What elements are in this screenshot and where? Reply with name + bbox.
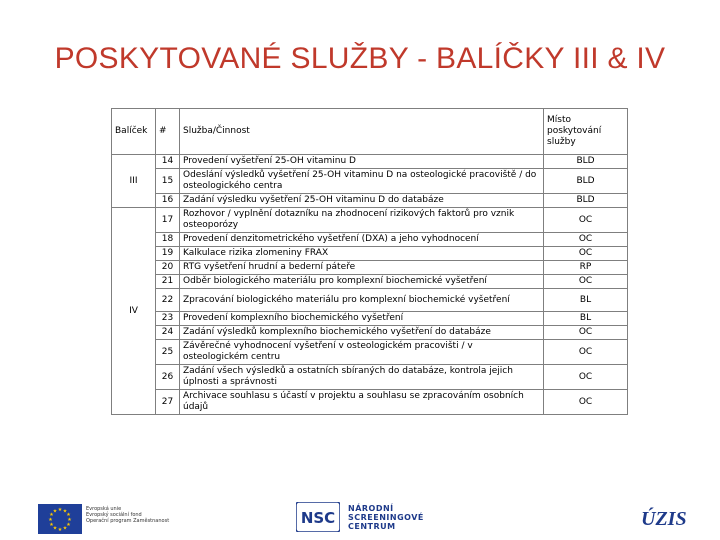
row-number: 25 bbox=[156, 340, 180, 365]
place-cell: BL bbox=[544, 289, 628, 312]
nsc-caption-line: NÁRODNÍ bbox=[348, 504, 394, 513]
row-number: 17 bbox=[156, 208, 180, 233]
service-cell: Odběr biologického materiálu pro komplexní biochemické vyšetření bbox=[180, 275, 544, 289]
row-number: 20 bbox=[156, 261, 180, 275]
eu-caption-line: Evropský sociální fond bbox=[86, 512, 142, 518]
table-row bbox=[112, 390, 628, 415]
header-place: Místo poskytování služby bbox=[544, 109, 628, 155]
header-service: Služba/Činnost bbox=[180, 109, 544, 155]
table-row bbox=[112, 208, 628, 233]
svg-text:★: ★ bbox=[49, 512, 54, 518]
eu-caption-line: Evropská unie bbox=[86, 506, 122, 512]
header-number: # bbox=[156, 109, 180, 155]
table-row bbox=[112, 194, 628, 208]
place-cell: BL bbox=[544, 312, 628, 326]
table-row bbox=[112, 326, 628, 340]
place-cell: OC bbox=[544, 233, 628, 247]
service-cell: Závěrečné vyhodnocení vyšetření v osteologickém pracovišti / v osteologickém centru bbox=[180, 340, 544, 365]
row-number: 22 bbox=[156, 289, 180, 312]
service-cell: Zadání výsledku vyšetření 25-OH vitaminu D do databáze bbox=[180, 194, 544, 208]
header-package: Balíček bbox=[112, 109, 156, 155]
svg-text:★: ★ bbox=[67, 517, 72, 523]
nsc-caption bbox=[348, 504, 424, 531]
place-cell: OC bbox=[544, 340, 628, 365]
place-cell: RP bbox=[544, 261, 628, 275]
row-number: 19 bbox=[156, 247, 180, 261]
place-cell: OC bbox=[544, 208, 628, 233]
svg-text:★: ★ bbox=[52, 525, 58, 532]
svg-text:★: ★ bbox=[62, 525, 68, 532]
row-number: 15 bbox=[156, 169, 180, 194]
row-number: 23 bbox=[156, 312, 180, 326]
page-title: POSKYTOVANÉ SLUŽBY - BALÍČKY III & IV bbox=[54, 42, 666, 75]
place-cell: OC bbox=[544, 365, 628, 390]
service-cell: Zpracování biologického materiálu pro komplexní biochemické vyšetření bbox=[180, 289, 544, 312]
table-row bbox=[112, 275, 628, 289]
row-number: 27 bbox=[156, 390, 180, 415]
svg-text:★: ★ bbox=[57, 507, 63, 513]
table-row bbox=[112, 340, 628, 365]
service-cell: RTG vyšetření hrudní a bederní páteře bbox=[180, 261, 544, 275]
svg-text:★: ★ bbox=[57, 527, 63, 533]
row-number: 16 bbox=[156, 194, 180, 208]
service-cell: Rozhovor / vyplnění dotazníku na zhodnocení rizikových faktorů pro vznik osteoporózy bbox=[180, 208, 544, 233]
svg-text:★: ★ bbox=[66, 522, 71, 528]
table-header-row bbox=[112, 109, 628, 155]
service-cell: Archivace souhlasu s účastí v projektu a souhlasu se zpracováním osobních údajů bbox=[180, 390, 544, 415]
eu-flag-icon bbox=[38, 504, 82, 534]
svg-text:★: ★ bbox=[62, 508, 68, 515]
service-cell: Zadání všech výsledků a ostatních sbíraných do databáze, kontrola jejich úplnosti a správnosti bbox=[180, 365, 544, 390]
row-number: 26 bbox=[156, 365, 180, 390]
nsc-mark: NSC bbox=[300, 509, 336, 527]
eu-caption bbox=[86, 506, 169, 524]
place-cell: OC bbox=[544, 326, 628, 340]
table-row bbox=[112, 169, 628, 194]
table-row bbox=[112, 312, 628, 326]
package-cell: IV bbox=[112, 208, 156, 415]
row-number: 21 bbox=[156, 275, 180, 289]
service-cell: Kalkulace rizika zlomeniny FRAX bbox=[180, 247, 544, 261]
service-cell: Odeslání výsledků vyšetření 25-OH vitaminu D na osteologické pracoviště / do osteologického centra bbox=[180, 169, 544, 194]
row-number: 14 bbox=[156, 155, 180, 169]
svg-text:★: ★ bbox=[48, 517, 53, 523]
table-row bbox=[112, 289, 628, 312]
row-number: 18 bbox=[156, 233, 180, 247]
service-cell: Provedení vyšetření 25-OH vitaminu D bbox=[180, 155, 544, 169]
place-cell: OC bbox=[544, 247, 628, 261]
nsc-caption-line: SCREENINGOVÉ bbox=[348, 513, 424, 522]
eu-caption-line: Operační program Zaměstnanost bbox=[86, 518, 170, 524]
place-cell: OC bbox=[544, 390, 628, 415]
uzis-logo: ÚZIS bbox=[641, 508, 687, 530]
place-cell: BLD bbox=[544, 155, 628, 169]
services-table bbox=[111, 108, 628, 415]
service-cell: Zadání výsledků komplexního biochemického vyšetření do databáze bbox=[180, 326, 544, 340]
footer bbox=[0, 494, 720, 540]
svg-text:★: ★ bbox=[66, 512, 71, 518]
place-cell: BLD bbox=[544, 194, 628, 208]
service-cell: Provedení denzitometrického vyšetření (DXA) a jeho vyhodnocení bbox=[180, 233, 544, 247]
nsc-caption-line: CENTRUM bbox=[348, 522, 396, 531]
service-cell: Provedení komplexního biochemického vyšetření bbox=[180, 312, 544, 326]
table-row bbox=[112, 247, 628, 261]
package-cell: III bbox=[112, 155, 156, 208]
place-cell: BLD bbox=[544, 169, 628, 194]
table-row bbox=[112, 365, 628, 390]
place-cell: OC bbox=[544, 275, 628, 289]
svg-text:★: ★ bbox=[49, 522, 54, 528]
nsc-logo bbox=[296, 502, 340, 532]
svg-text:★: ★ bbox=[52, 508, 58, 515]
table-row bbox=[112, 155, 628, 169]
table-row bbox=[112, 233, 628, 247]
row-number: 24 bbox=[156, 326, 180, 340]
table-row bbox=[112, 261, 628, 275]
